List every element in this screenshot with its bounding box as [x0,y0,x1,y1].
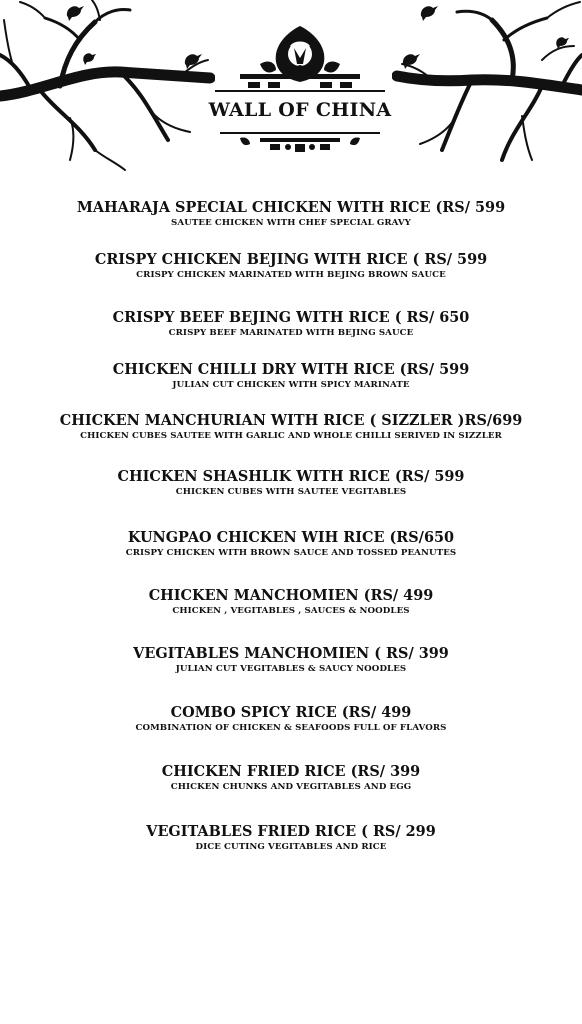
menu-item-description: CHICKEN CHUNKS AND VEGITABLES AND EGG [170,782,412,792]
menu-item [0,645,582,675]
menu-item-name: CHICKEN SHASHLIK WITH RICE (RS/ 599 [117,468,465,485]
menu-item-name: CHICKEN MANCHURIAN WITH RICE ( SIZZLER )RS/699 [59,412,523,429]
menu-item-description: CRISPY CHICKEN WITH BROWN SAUCE AND TOSSED PEANUTES [125,548,457,558]
menu-item-description: JULIAN CUT CHICKEN WITH SPICY MARINATE [172,380,410,390]
menu-item [0,361,582,391]
menu-item [0,309,582,339]
menu-item-name: CHICKEN CHILLI DRY WITH RICE (RS/ 599 [112,361,470,378]
menu-item [0,704,582,734]
menu-item-description: SAUTEE CHICKEN WITH CHEF SPECIAL GRAVY [171,218,411,228]
menu-item [0,468,582,498]
menu-item [0,763,582,793]
menu-item-description: COMBINATION OF CHICKEN & SEAFOODS FULL OF FLAVORS [135,723,447,733]
menu-item-name: VEGITABLES FRIED RICE ( RS/ 299 [146,823,436,840]
menu-header [200,24,400,154]
menu-item [0,587,582,617]
tree-branch-left-icon [0,0,215,175]
menu-item-description: CRISPY CHICKEN MARINATED WITH BEJING BROWN SAUCE [136,270,446,280]
menu-item [0,529,582,559]
restaurant-title: WALL OF CHINA [208,99,392,121]
menu-item-description: CRISPY BEEF MARINATED WITH BEJING SAUCE [168,328,414,338]
menu-item-name: KUNGPAO CHICKEN WIH RICE (RS/650 [127,529,455,546]
ornament-icon [200,24,400,94]
menu-item [0,199,582,229]
menu-item-name: CHICKEN FRIED RICE (RS/ 399 [161,763,421,780]
menu-item-name: VEGITABLES MANCHOMIEN ( RS/ 399 [133,645,449,662]
menu-item [0,251,582,281]
menu-item-description: JULIAN CUT VEGITABLES & SAUCY NOODLES [175,664,407,674]
menu-item-name: CRISPY BEEF BEJING WITH RICE ( RS/ 650 [112,309,470,326]
tree-branch-right-icon [392,0,582,175]
menu-item-name: CRISPY CHICKEN BEJING WITH RICE ( RS/ 599 [94,251,488,268]
menu-item-name: MAHARAJA SPECIAL CHICKEN WITH RICE (RS/ 599 [76,199,506,216]
menu-item [0,412,582,442]
menu-item [0,823,582,853]
menu-item-description: CHICKEN CUBES WITH SAUTEE VEGITABLES [175,487,407,497]
menu-item-name: CHICKEN MANCHOMIEN (RS/ 499 [148,587,434,604]
menu-item-description: CHICKEN CUBES SAUTEE WITH GARLIC AND WHOLE CHILLI SERIVED IN SIZZLER [80,431,502,441]
menu-item-description: CHICKEN , VEGITABLES , SAUCES & NOODLES [172,606,410,616]
menu-item-description: DICE CUTING VEGITABLES AND RICE [195,842,387,852]
menu-item-name: COMBO SPICY RICE (RS/ 499 [170,704,412,721]
bird-icon [67,6,202,69]
divider-ornament-icon [200,130,400,154]
